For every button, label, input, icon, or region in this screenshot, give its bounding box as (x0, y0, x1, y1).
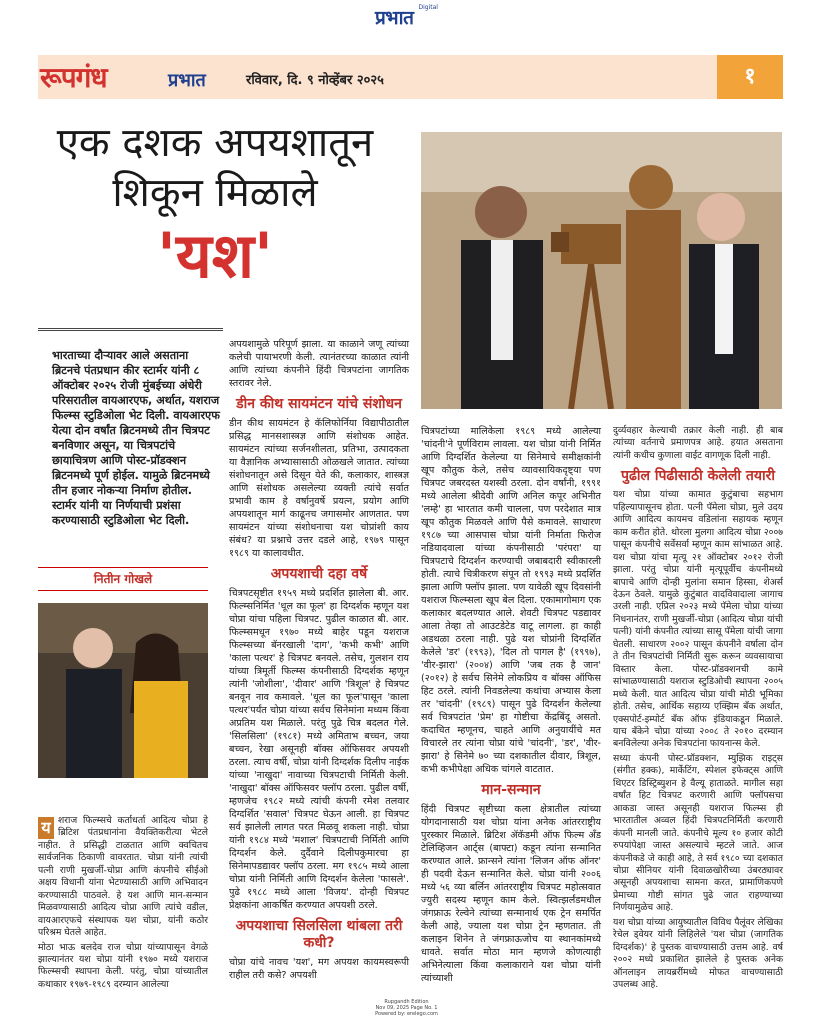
paragraph: यश चोप्रा यांच्या कामात कुटुंबाचा सहभाग पहिल्यापासूनच होता. पत्नी पॅमेला चोप्रा, मुले उदय आणि आदित्य कायमच वडिलांना सहायक म्हणून काम करीत होते. थोरला मुलगा आदित्य चोप्रा २००७ पासून कंपनीचे सर्वेसर्वा म्हणून काम सांभाळत आहे. यश चोप्रा यांचा मृत्यू २१ ऑक्टोबर २०१२ रोजी झाला. परंतु चोप्रा यांनी मृत्यूपूर्वीच कंपनीमध्ये बापाचे आणि दोन्ही मुलांना समान हिस्सा, शेअर्स देऊन ठेवले. यामुळे कुटुंबात वादविवादाला जागाच उरली नाही. एप्रिल २०२३ मध्ये पॅमेला चोप्रा यांच्या निधनानंतर, राणी मुखर्जी-चोप्रा (आदित्य चोप्रा यांची पत्नी) यांनी कंपनीत त्यांच्या सासू पॅमेला यांची जागा घेतली. साधारण २००२ पासून कंपनीने वर्षाला दोन ते तीन चित्रपटांची निर्मिती सुरू करून व्यवसायाचा विस्तार केला. पोस्ट-प्रॉडक्शनची कामे सांभाळण्यासाठी यशराज स्टुडिओची स्थापना २००५ मध्ये केली. यात आदित्य चोप्रा यांची मोठी भूमिका होती. तसेच, आर्थिक सहाय्य एक्झिम बँक अर्थात, एक्सपोर्ट-इम्पोर्ट बँक ऑफ इंडियाकडून मिळाले. याच बँकेने चोप्रा यांच्या २००८ ते २०१० दरम्यान बनविलेल्या अनेक चित्रपटांना फायनान्स केले. (613, 489, 783, 750)
byline: नितीन गोखले (93, 572, 153, 586)
photo-illustration (38, 603, 208, 778)
headline-line-3: 'यश' (156, 219, 274, 292)
section-header-band (38, 55, 783, 99)
drop-cap: य (38, 817, 54, 839)
photo-illustration (421, 132, 782, 409)
page-number: १ (717, 55, 783, 99)
column-2 (229, 338, 409, 984)
lead-paragraph: भारताच्या दौऱ्यावर आले असताना ब्रिटनचे पंतप्रधान कीर स्टार्मर यांनी ८ ऑक्टोबर २०२५ रोजी मुंबईच्या अंधेरी परिसरातील वायआरएफ, अर्थात, यशराज फिल्म्स स्टुडिओला भेट दिली. वायआरएफ येत्या दोन वर्षांत ब्रिटनमध्ये तीन चित्रपट बनविणार असून, या चित्रपटांचे छायाचित्रण आणि पोस्ट-प्रॉडक्शन ब्रिटनमध्ये पूर्ण होईल. यामुळे ब्रिटनमध्ये तीन हजार नोकऱ्या निर्माण होतील. स्टार्मर यांनी या निर्णयाची प्रशंसा करण्यासाठी स्टुडिओला भेट दिली. (52, 349, 220, 527)
lead-rule (38, 328, 223, 331)
paragraph: दुर्व्यवहार केल्याची तक्रार केली नाही. ही बाब त्यांच्या वर्तनाचे प्रमाणपत्र आहे. हयात असताना त्यांनी कधीच कुणाला वाईट वागणूक दिली नाही. (613, 425, 783, 461)
masthead-logo: प्रभात $^{Digital}$ (375, 4, 438, 29)
paragraph: चित्रपटांच्या मालिकेला १९८९ मध्ये आलेल्या 'चांदनी'ने पूर्णविराम लावला. यश चोप्रा यांनी निर्मित आणि दिग्दर्शित केलेल्या या सिनेमाचे समीक्षकांनी खूप कौतुक केले, तसेच व्यावसायिकदृष्ट्या पण चित्रपट जबरदस्त यशस्वी ठरला. दोन वर्षांनी, १९९१ मध्ये आलेला श्रीदेवी आणि अनिल कपूर अभिनीत 'लम्हे' हा भारतात कमी चालला, पण परदेशात मात्र खूप कौतुक मिळवले आणि पैसे कमावले. साधारण १९८७ च्या आसपास चोप्रा यांनी निर्माता फिरोज नडियादवाला यांच्या कंपनीसाठी 'परंपरा' या चित्रपटाचे दिग्दर्शन करण्याची जबाबदारी स्वीकारली होती. त्याचे चित्रीकरण संपून तो १९९३ मध्ये प्रदर्शित झाला आणि फ्लॉप झाला. पण यावेळी खूप दिवसांनी यशराज फिल्म्सला खूप बेल दिला. एकामागोमाग एक कलाकार बदलण्यात आले. शेवटी चित्रपट पडद्यावर आला तेव्हा तो आउटडेटेड वाटू लागला. हा काही अडथळा ठरला नाही. पुढे यश चोप्रांनी दिग्दर्शित केलेले 'डर' (१९९३), 'दिल तो पागल है' (१९९७), 'वीर-झारा' (२००४) आणि 'जब तक है जान' (२०१२) हे सर्वच सिनेमे लोकप्रिय व बॉक्स ऑफिस हिट ठरले. त्यांनी निवडलेल्या कथांचा अभ्यास केला तर 'चांदनी' (१९८९) पासून पुढे दिग्दर्शन केलेल्या सर्व चित्रपटांत 'प्रेम' हा गोष्टीचा केंद्रबिंदू असतो. कदाचित म्हणूनच, चाहते आणि अनुयायींचे मत विचारले तर त्यांना चोप्रा यांचे 'चांदनी', 'डर', 'वीर-झारा' हे सिनेमे ७० च्या दशकातील दीवार, त्रिशूल, कभी कभीपेक्षा अधिक चांगले वाटतात. (421, 426, 601, 775)
paragraph: हिंदी चित्रपट सृष्टीच्या कला क्षेत्रातील त्यांच्या योगदानासाठी यश चोप्रा यांना अनेक आंतरराष्ट्रीय पुरस्कार मिळाले. ब्रिटिश ॲकॅडमी ऑफ फिल्म ॲंड टेलिव्हिजन आर्ट्स (बाफ्टा) कडून त्यांना सन्मानित करण्यात आले. फ्रान्सने त्यांना 'लिजन ऑफ ऑनर' ही पदवी देऊन सन्मानित केले. चोप्रा यांनी २००६ मध्ये ५६ व्या बर्लिन आंतरराष्ट्रीय चित्रपट महोत्सवात ज्युरी सदस्य म्हणून काम केले. स्वित्झर्लंडमधील जंगफ्राऊ रेल्वेने त्यांच्या सन्मानार्थ एक ट्रेन समर्पित केली आहे, ज्याला यश चोप्रा ट्रेन म्हणतात. ती कलाइन शिनेन ते जंगफ्राऊजोच या स्थानकांमध्ये धावते. सर्वात मोठा मान म्हणजे कोणत्याही अभिनेत्याला किंवा कलाकाराने यश चोप्रा यांनी त्यांच्याशी (421, 804, 601, 984)
footer-credit (0, 999, 813, 1017)
byline-rule (38, 590, 208, 591)
paragraph: चित्रपटसृष्टीत १९५९ मध्ये प्रदर्शित झालेला बी. आर. फिल्म्सनिर्मित 'धूल का फूल' हा दिग्दर्शक म्हणून यश चोप्रा यांचा पहिला चित्रपट. पुढील काळात बी. आर. फिल्म्समधून १९७० मध्ये बाहेर पडून यशराज फिल्म्सच्या बॅनरखाली 'दाग', 'कभी कभी' आणि 'काला पत्थर' हे चित्रपट बनवले. तसेच, गुलशन राय यांच्या त्रिमूर्ती फिल्म्स कंपनीसाठी दिग्दर्शक म्हणून त्यांनी 'जोशीला', 'दीवार' आणि 'त्रिशूल' हे चित्रपट बनवून नाव कमावले. 'धूल का फूल'पासून 'काला पत्थर'पर्यंत चोप्रा यांच्या सर्वच सिनेमांना मध्यम किंवा अप्रतिम यश मिळाले. परंतु पुढे चित्र बदलत गेले. 'सिलसिला' (१९८१) मध्ये अमिताभ बच्चन, जया बच्चन, रेखा असूनही बॉक्स ऑफिसवर अपयशी ठरला. त्याच वर्षी, चोप्रा यांनी दिग्दर्शक दिलीप नाईक यांच्या 'नाखुदा' नावाच्या चित्रपटाची निर्मिती केली. 'नाखुदा' बॉक्स ऑफिसवर फ्लॉप ठरला. पुढील वर्षी, म्हणजेच १९८२ मध्ये त्यांची कंपनी रमेश तलवार दिग्दर्शित 'सवाल' चित्रपट घेऊन आली. हा चित्रपट सर्व झालेली लागत परत मिळवू शकला नाही. चोप्रा यांनी १९८४ मध्ये 'मशाल' चित्रपटाची निर्मिती आणि दिग्दर्शन केले. दुर्दैवाने दिलीपकुमारचा हा सिनेमापडद्यावर फ्लॉप ठरला. मग १९८५ मध्ये आला चोप्रा यांनी निर्मिती आणि दिग्दर्शन केलेला 'फासले'. पुढे १९८८ मध्ये आला 'विजय'. दोन्ही चित्रपट प्रेक्षकांना आकर्षित करण्यात अपयशी ठरले. (229, 588, 409, 911)
headline-line-2: शिकून मिळाले (112, 170, 318, 216)
subheading: पुढील पिढीसाठी केलेली तयारी (621, 468, 775, 485)
column-1 (38, 815, 208, 993)
paragraph: चोप्रा यांचे नावच 'यश', मग अपयश कायमस्वरूपी राहील तरी कसे? अपयशी (229, 957, 409, 981)
paragraph: मोठा भाऊ बलदेव राज चोप्रा यांच्यापासून वेगळे झाल्यानंतर यश चोप्रा यांनी १९७० मध्ये यशराज फिल्म्सची स्थापना केली. परंतु, चोप्रा यांच्यातील कथाकार १९७९-१९८९ दरम्यान आलेल्या (38, 941, 208, 990)
column-3 (421, 425, 601, 987)
section-logo: रूपगंध (40, 61, 107, 94)
subheading: अपयशाचा सिलसिला थांबला तरी कधी? (235, 918, 403, 951)
subheading: मान-सन्मान (481, 782, 541, 798)
footer-line: Rupgandh Edition (384, 999, 429, 1005)
subheading: डीन कीथ सायमंटन यांचे संशोधन (236, 396, 402, 412)
headline-line-1: एक दशक अपयशातून (56, 120, 374, 166)
subheading: अपयशाची दहा वर्षे (270, 566, 368, 582)
footer-line: Powered by: erelego.com (375, 1011, 438, 1017)
footer-line: Nov 09, 2025 Page No. 1 (375, 1005, 438, 1011)
column-4 (613, 425, 783, 993)
paragraph: अपयशामुळे परिपूर्ण झाला. या काळाने जणू त्यांच्या कलेची पायाभरणी केली. त्यानंतरच्या काळात त्यांनी आणि त्यांच्या कंपनीने हिंदी चित्रपटांना जागतिक स्तरावर नेले. (229, 339, 409, 389)
headline (40, 118, 390, 294)
paragraph: सध्या कंपनी पोस्ट-प्रॉडक्शन, म्युझिक राइट्स (संगीत हक्क), मार्केटिंग, स्पेशल इफेक्ट्स आणि थिएटर डिस्ट्रिब्युशन हे वैल्यू हाताळते. मागील सहा वर्षांत हिट चित्रपट करणारी आणि फ्लॉपसचा आकडा जास्त असूनही यशराज फिल्म्स ही भारतातील अव्वल हिंदी चित्रपटनिर्मिती करणारी कंपनी मानली जाते. कंपनीचे मूल्य १० हजार कोटी रुपयांपेक्षा जास्त असल्याचे म्हटले जाते. आज कंपनीकडे जे काही आहे, ते सर्व १९८० च्या दशकात चोप्रा सीनियर यांनी दिवाळखोरीच्या उंबरठ्यावर असूनही अपयशाचा सामना करत, प्रामाणिकपणे प्रेमाच्या गोष्टी सांगत पुढे जात राहण्याच्या निर्णयामुळेच आहे. (613, 752, 783, 914)
paragraph: यश चोप्रा यांच्या आयुष्यातील विविध पैलूंवर लेखिका रेचेल ड्वेयर यांनी लिहिलेले 'यश चोप्रा (जागतिक दिग्दर्शक)' हे पुस्तक वाचण्यासाठी उत्तम आहे. वर्ष २००२ मध्ये प्रकाशित झालेले हे पुस्तक अनेक ऑनलाइन लायब्ररींमध्ये मोफत वाचण्यासाठी उपलब्ध आहे. (613, 916, 784, 991)
byline-rule (38, 567, 208, 568)
photo-starmer-yrf-statue (421, 132, 782, 409)
paragraph: शराज फिल्म्सचे कर्ताधर्ता आदित्य चोप्रा हे ब्रिटिश पंतप्रधानांना वैयक्तिकरीत्या भेटले नाहीत. ते प्रसिद्धी टाळतात आणि क्वचितच सार्वजनिक ठिकाणी वावरतात. चोप्रा यांनी त्यांची पत्नी राणी मुखर्जी-चोप्रा आणि कंपनीचे सीईओ अक्षय विधानी यांना भेटण्यासाठी आणि अभिवादन करण्यासाठी पाठवले. हे यश आणि मान-सन्मान मिळवण्यासाठी आदित्य चोप्रा आणि त्यांचे वडील, वायआरएफचे संस्थापक यश चोप्रा, यांनी कठोर परिश्रम घेतले आहेत. (38, 815, 208, 939)
photo-starmer-rani (38, 603, 208, 778)
issue-date: रविवार, दि. ९ नोव्हेंबर २०२५ (246, 73, 384, 88)
paper-logo: प्रभात (168, 70, 206, 91)
paragraph: डीन कीथ सायमंटन हे कॅलिफोर्निया विद्यापीठातील प्रसिद्ध मानसशास्त्रज्ञ आणि संशोधक आहेत. सायमंटन त्यांच्या सर्जनशीलता, प्रतिभा, उत्पादकता या वैज्ञानिक अभ्यासासाठी ओळखले जातात. त्यांच्या संशोधनातून असे दिसून येते की, कलाकार, शास्त्रज्ञ आणि संशोधक असलेल्या व्यक्ती त्यांचे सर्वात प्रभावी काम हे वर्षानुवर्षे प्रयत्न, प्रयोग आणि अपयशातून मार्ग काढूनच जगासमोर आणतात. पण सायमंटन यांच्या संशोधनाचा यश चोप्रांशी काय संबंध? या प्रश्नाचे उत्तर दडले आहे, १९७९ पासून १९८९ या कालावधीत. (229, 418, 409, 559)
